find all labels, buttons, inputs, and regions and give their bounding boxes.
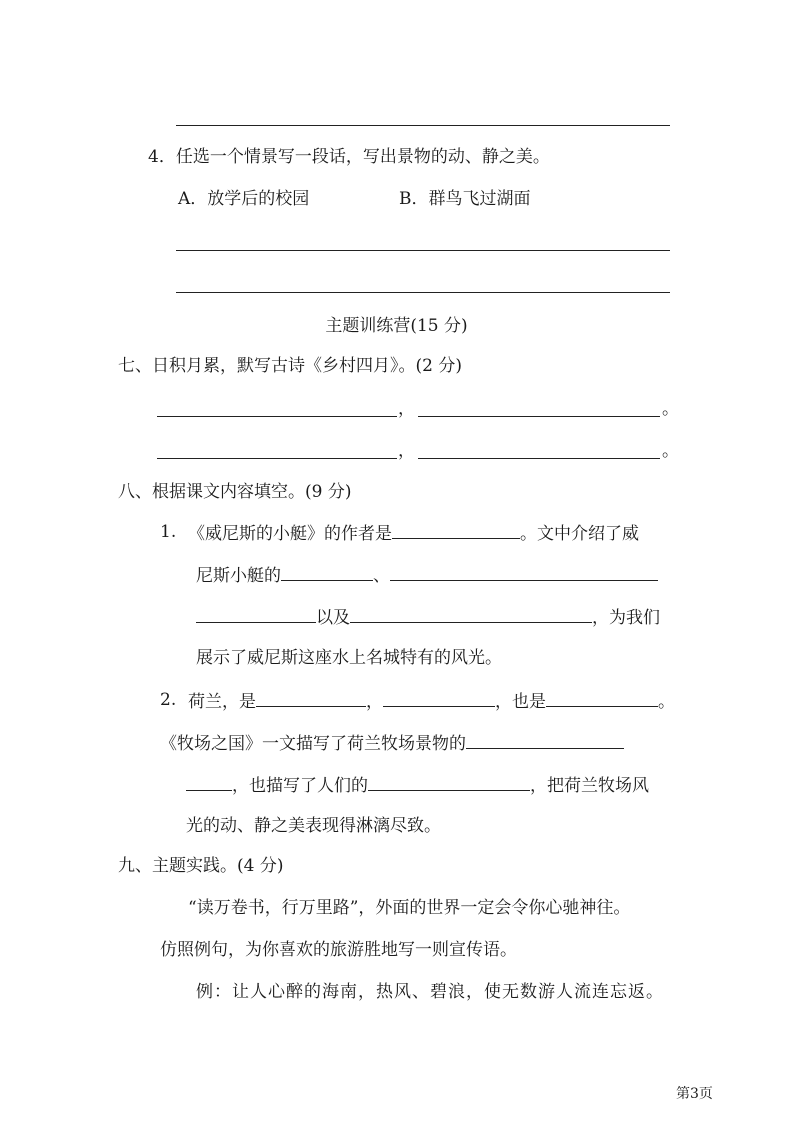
option-b: B．群鸟飞过湖面: [399, 189, 531, 209]
text: ，也描写了人们的: [232, 776, 368, 796]
text: 以及: [316, 608, 350, 628]
text: 荷兰，是: [188, 692, 256, 712]
text: 、: [373, 566, 390, 586]
text: 《威尼斯的小艇》的作者是: [188, 524, 392, 544]
text: ，把荷兰牧场风: [530, 776, 649, 796]
answer-line[interactable]: [176, 250, 670, 251]
page-number: 第3页: [676, 1086, 713, 1102]
quote-line: “读万卷书，行万里路”，外面的世界一定会令你心驰神往。: [188, 898, 631, 918]
poem-blank[interactable]: [157, 416, 397, 417]
answer-blank[interactable]: [256, 692, 366, 707]
comma: ，: [398, 399, 415, 419]
poem-blank[interactable]: [157, 458, 397, 459]
answer-blank[interactable]: [350, 608, 592, 623]
question-8-1-line4: 展示了威尼斯这座水上名城特有的风光。: [196, 648, 502, 668]
section-9-heading: 九、主题实践。(4 分): [118, 856, 284, 876]
text: ，: [366, 692, 383, 712]
section-7-heading: 七、日积月累，默写古诗《乡村四月》。(2 分): [118, 356, 462, 376]
answer-blank[interactable]: [466, 734, 624, 749]
question-8-2-text: [188, 692, 675, 711]
answer-blank[interactable]: [392, 524, 520, 539]
text: 尼斯小艇的: [196, 566, 281, 586]
answer-blank[interactable]: [281, 566, 373, 581]
question-8-1-text: [188, 524, 639, 543]
section-title: 主题训练营(15 分): [325, 316, 468, 336]
answer-blank[interactable]: [383, 692, 495, 707]
answer-blank[interactable]: [196, 608, 316, 623]
question-8-2-line4: 光的动、静之美表现得淋漓尽致。: [186, 816, 441, 836]
comma: ，: [398, 441, 415, 461]
answer-blank[interactable]: [390, 566, 658, 581]
answer-blank[interactable]: [546, 692, 658, 707]
question-8-2-number: 2.: [160, 690, 177, 710]
answer-line[interactable]: [176, 125, 670, 126]
section-8-heading: 八、根据课文内容填空。(9 分): [118, 482, 352, 502]
text: ，也是: [495, 692, 546, 712]
text: 。文中介绍了威: [520, 524, 639, 544]
period: 。: [662, 441, 679, 461]
text: 《牧场之国》一文描写了荷兰牧场景物的: [160, 734, 466, 754]
question-8-2-line3: [186, 776, 649, 795]
example-sentence: 例：让人心醉的海南，热风、碧浪，使无数游人流连忘返。: [196, 982, 664, 1002]
question-8-1-number: 1.: [160, 522, 177, 542]
option-a: A．放学后的校园: [178, 189, 310, 209]
question-8-2-line2: [160, 734, 624, 753]
answer-line[interactable]: [176, 292, 670, 293]
text: ，为我们: [592, 608, 660, 628]
poem-blank[interactable]: [418, 458, 660, 459]
instruction-line: 仿照例句，为你喜欢的旅游胜地写一则宣传语。: [160, 940, 517, 960]
answer-blank[interactable]: [368, 776, 530, 791]
poem-blank[interactable]: [418, 416, 660, 417]
period: 。: [662, 399, 679, 419]
question-4: 4．任选一个情景写一段话，写出景物的动、静之美。: [148, 147, 550, 167]
question-8-1-line3: [196, 608, 660, 627]
answer-blank[interactable]: [186, 776, 232, 791]
question-8-1-line2: [196, 566, 658, 585]
text: 。: [658, 692, 675, 712]
